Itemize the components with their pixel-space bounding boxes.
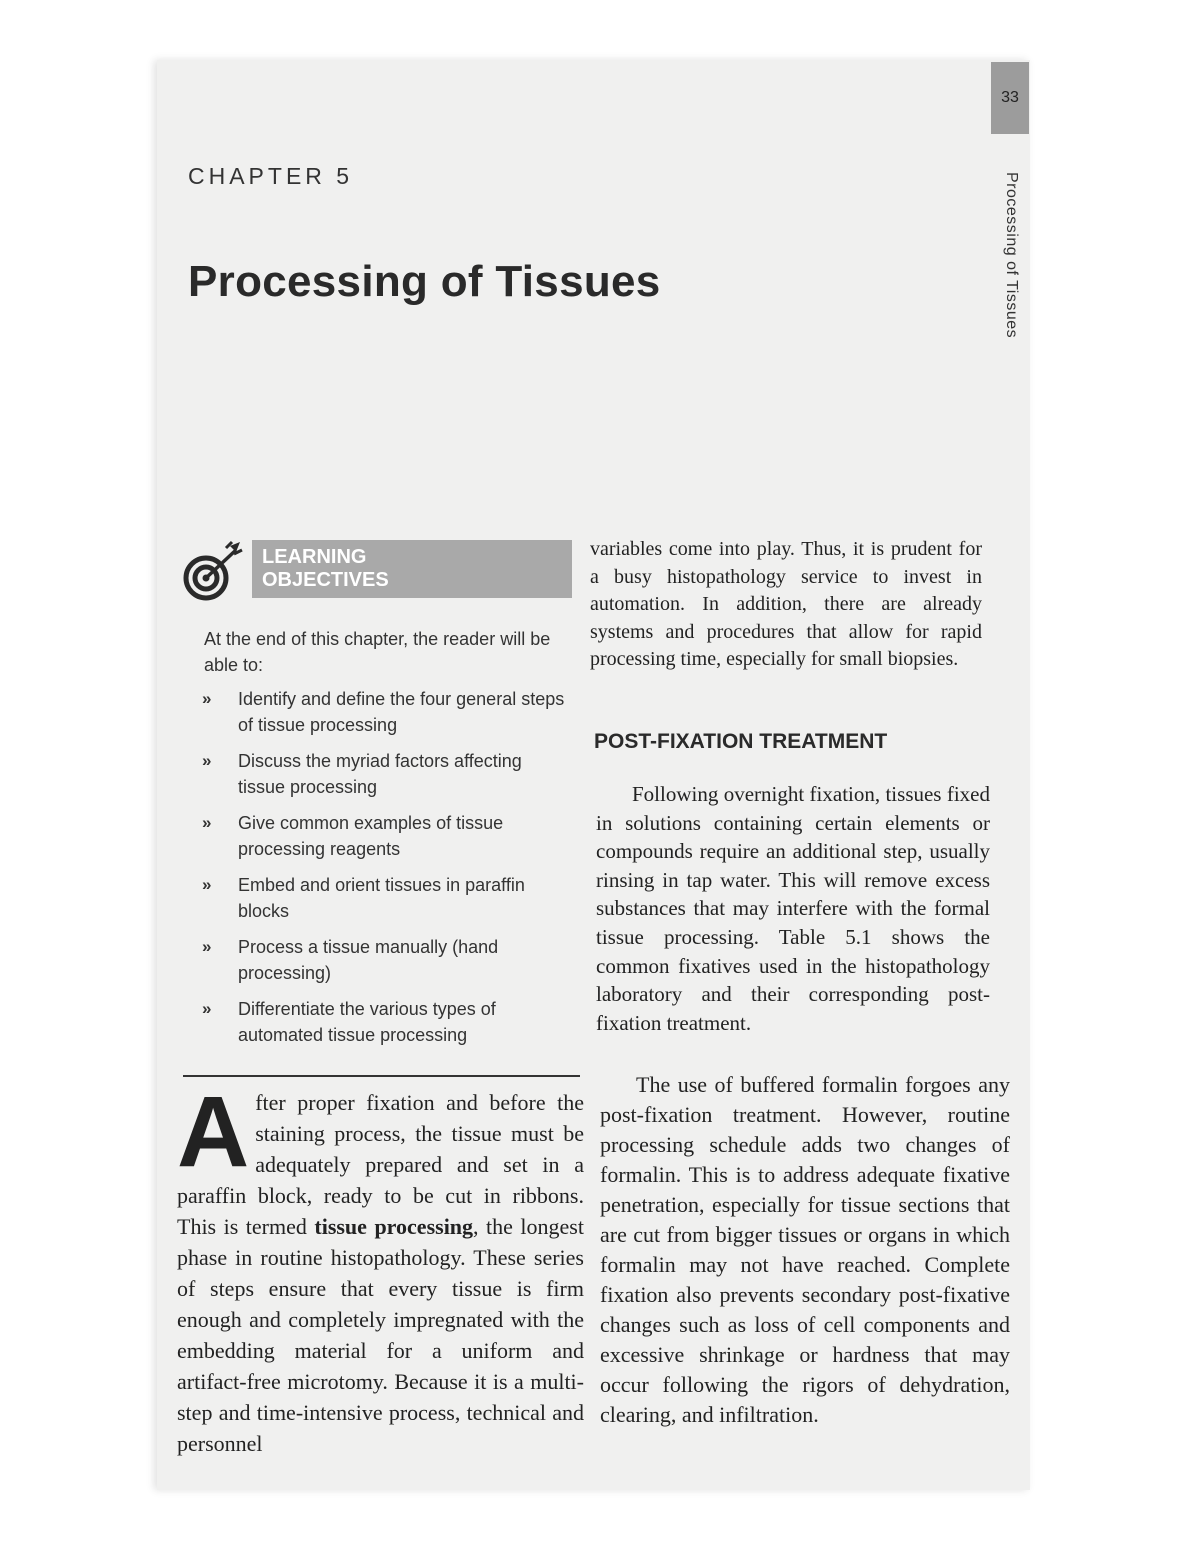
learning-objectives-header-line1: LEARNING	[262, 546, 367, 568]
bullet-chevron-icon: »	[202, 751, 212, 770]
learning-objective-item	[200, 872, 565, 934]
target-arrow-icon	[182, 540, 248, 602]
chapter-title: Processing of Tissues	[188, 257, 661, 306]
learning-objective-item	[200, 996, 565, 1058]
bullet-chevron-icon: »	[202, 999, 212, 1018]
learning-objective-text: Process a tissue manually (hand processing)	[238, 937, 499, 983]
learning-objective-item	[200, 934, 565, 996]
learning-objective-item	[200, 686, 565, 748]
section-heading: POST-FIXATION TREATMENT	[594, 730, 888, 753]
bullet-chevron-icon: »	[202, 813, 212, 832]
learning-objective-text: Embed and orient tissues in paraffin blocks	[238, 875, 525, 921]
learning-objectives-intro: At the end of this chapter, the reader will be able to:	[204, 629, 551, 675]
learning-objectives-header-line2: OBJECTIVES	[262, 569, 389, 591]
drop-cap: A	[177, 1076, 250, 1188]
body-paragraph: The use of buffered formalin forgoes any post-fixation treatment. However, routine processing schedule adds two changes of formalin. This is to address adequate fixative penetration, especially for tissue sections that are cut from bigger tissues or organs in which formalin may not have reached. Complete fixation also prevents secondary post-fixative changes such as loss of cell components and excessive shrinkage or hardness that may occur following the rigors of dehydration, clearing, and infiltration.	[600, 1072, 1010, 1427]
running-head: Processing of Tissues	[1003, 172, 1020, 339]
learning-objective-text: Differentiate the various types of automated tissue processing	[238, 999, 496, 1045]
key-term: tissue processing	[314, 1214, 474, 1239]
body-paragraph: Following overnight fixation, tissues fixed in solutions containing certain elements or compounds require an additional step, usually rinsing in tap water. This will remove excess substances that may interfere with the formal tissue processing. Table 5.1 shows the common fixatives used in the histopathology laboratory and their corresponding post-fixation treatment.	[596, 782, 990, 1035]
learning-objective-item	[200, 810, 565, 872]
continued-paragraph: variables come into play. Thus, it is prudent for a busy histopathology service to invest in automation. In addition, there are already systems and procedures that allow for rapid processing time, especially for small biopsies.	[590, 538, 982, 670]
page-number: 33	[991, 62, 1029, 134]
bullet-chevron-icon: »	[202, 689, 212, 708]
intro-text-end: , the longest phase in routine histopathology. These series of steps ensure that every tissue is firm enough and completely impregnated with the embedding material for a uniform and artifact-free microtomy. Because it is a multi-step and time-intensive process, technical and personnel	[177, 1214, 584, 1456]
bullet-chevron-icon: »	[202, 937, 212, 956]
learning-objectives-list	[200, 686, 565, 1058]
learning-objective-text: Give common examples of tissue processing reagents	[238, 813, 504, 859]
learning-objective-text: Discuss the myriad factors affecting tissue processing	[238, 751, 522, 797]
chapter-label: CHAPTER 5	[188, 163, 354, 189]
learning-objectives-header	[252, 540, 572, 598]
learning-objective-text: Identify and define the four general steps of tissue processing	[238, 689, 565, 735]
intro-text-start: fter proper fixation and before the staining process, the tissue must be adequately prepared and set in a paraffin block, ready to be cut in ribbons. This is termed	[177, 1090, 584, 1239]
learning-objective-item	[200, 748, 565, 810]
bullet-chevron-icon: »	[202, 875, 212, 894]
intro-paragraph	[177, 1076, 584, 1459]
